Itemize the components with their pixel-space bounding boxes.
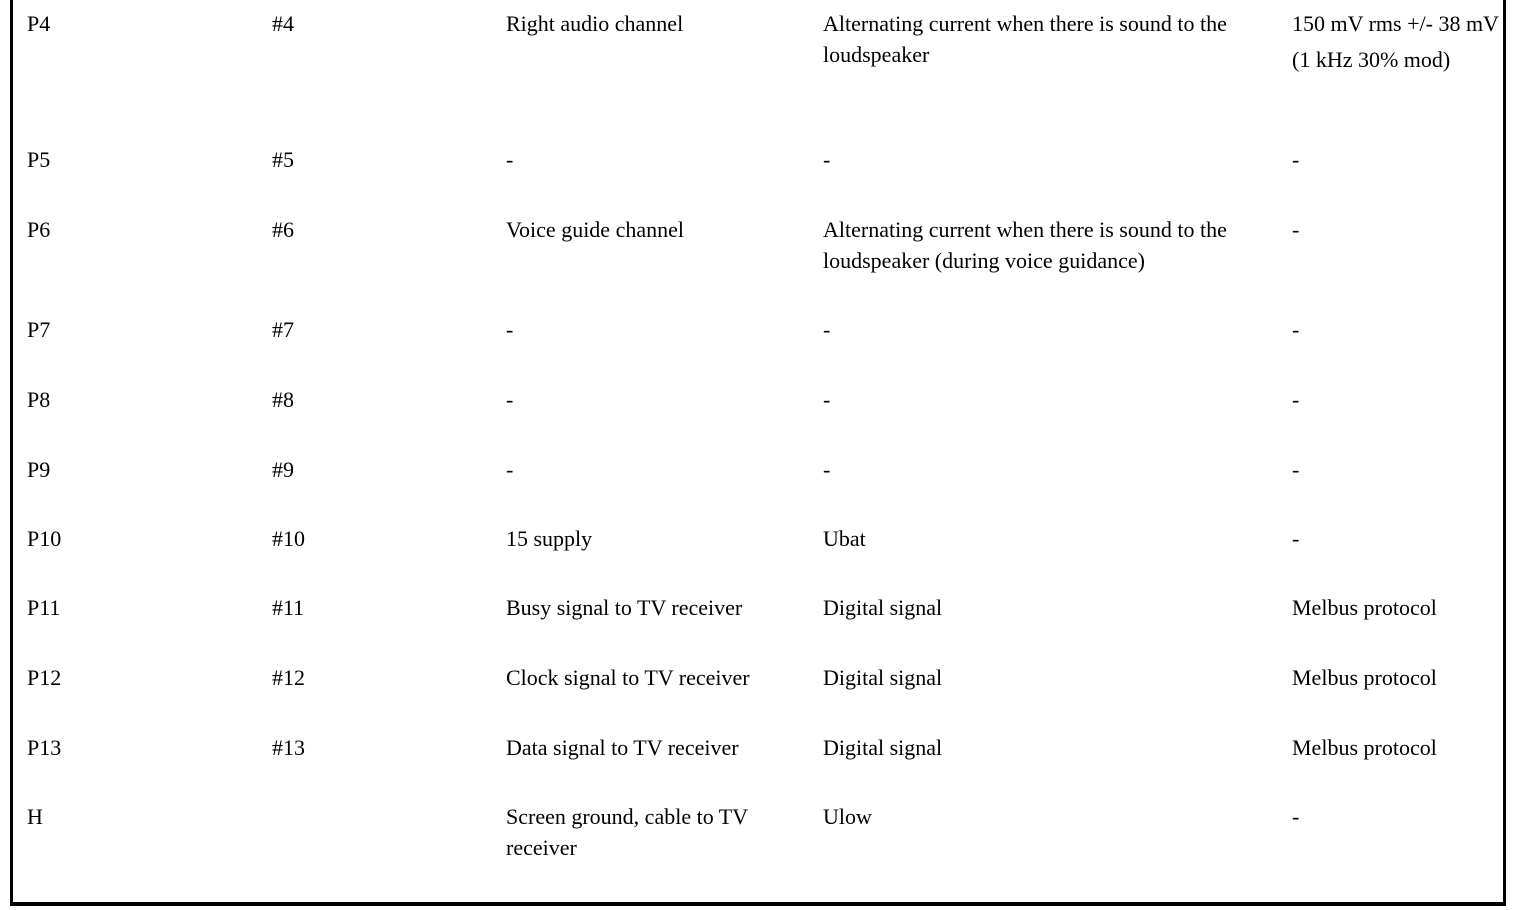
function-line: receiver [506,835,577,860]
pinout-table [10,0,1506,906]
signal-cell: Digital signal [823,595,943,620]
pin-cell: P6 [27,217,51,242]
function-cell: Busy signal to TV receiver [506,595,743,620]
function-cell: Clock signal to TV receiver [506,665,750,690]
signal-cell: - [823,387,831,412]
signal-cell: Digital signal [823,735,943,760]
value-cell [1292,8,1499,75]
code-cell: #6 [272,217,294,242]
value-cell: - [1292,457,1300,482]
code-cell: #9 [272,457,294,482]
code-cell: #5 [272,147,294,172]
pin-cell: P9 [27,457,51,482]
value-cell: - [1292,147,1300,172]
signal-cell: - [823,147,831,172]
function-cell: - [506,147,514,172]
function-cell: - [506,317,514,342]
function-line: Right audio channel [506,11,684,36]
function-cell [506,801,748,863]
signal-cell: - [823,317,831,342]
value-cell: - [1292,526,1300,551]
signal-line: Alternating current when there is sound to the [823,217,1227,242]
value-cell: - [1292,317,1300,342]
pin-cell: H [27,804,43,829]
value-cell: Melbus protocol [1292,595,1437,620]
signal-cell: - [823,457,831,482]
code-cell: #7 [272,317,294,342]
value-line: 150 mV rms +/- 38 mV [1292,11,1499,36]
function-cell: 15 supply [506,526,593,551]
code-cell: #11 [272,595,305,620]
function-line: Screen ground, cable to TV [506,804,749,829]
function-cell: - [506,387,514,412]
code-cell: #4 [272,11,294,36]
pin-cell: P7 [27,317,51,342]
code-cell: #12 [272,665,305,690]
function-cell: - [506,457,514,482]
function-cell [506,8,683,39]
value-cell: Melbus protocol [1292,735,1437,760]
signal-cell: Digital signal [823,665,943,690]
signal-cell [823,8,1227,70]
pin-cell: P10 [27,526,62,551]
pin-cell: P13 [27,735,62,760]
pin-cell: P8 [27,387,51,412]
pin-cell: P5 [27,147,51,172]
value-cell: - [1292,804,1300,829]
signal-cell: Ulow [823,804,872,829]
code-cell: #8 [272,387,294,412]
value-cell: - [1292,387,1300,412]
value-cell: - [1292,217,1300,242]
signal-line: loudspeaker (during voice guidance) [823,248,1145,273]
pin-cell: P12 [27,665,62,690]
code-cell: #10 [272,526,305,551]
function-cell: Data signal to TV receiver [506,735,739,760]
pin-cell: P4 [27,11,51,36]
signal-line: Alternating current when there is sound to the [823,11,1227,36]
value-cell: Melbus protocol [1292,665,1437,690]
value-line: (1 kHz 30% mod) [1292,47,1451,72]
pin-cell: P11 [27,595,61,620]
code-cell: #13 [272,735,305,760]
signal-line: loudspeaker [823,42,930,67]
signal-cell [823,214,1227,276]
signal-cell: Ubat [823,526,866,551]
function-cell: Voice guide channel [506,217,684,242]
